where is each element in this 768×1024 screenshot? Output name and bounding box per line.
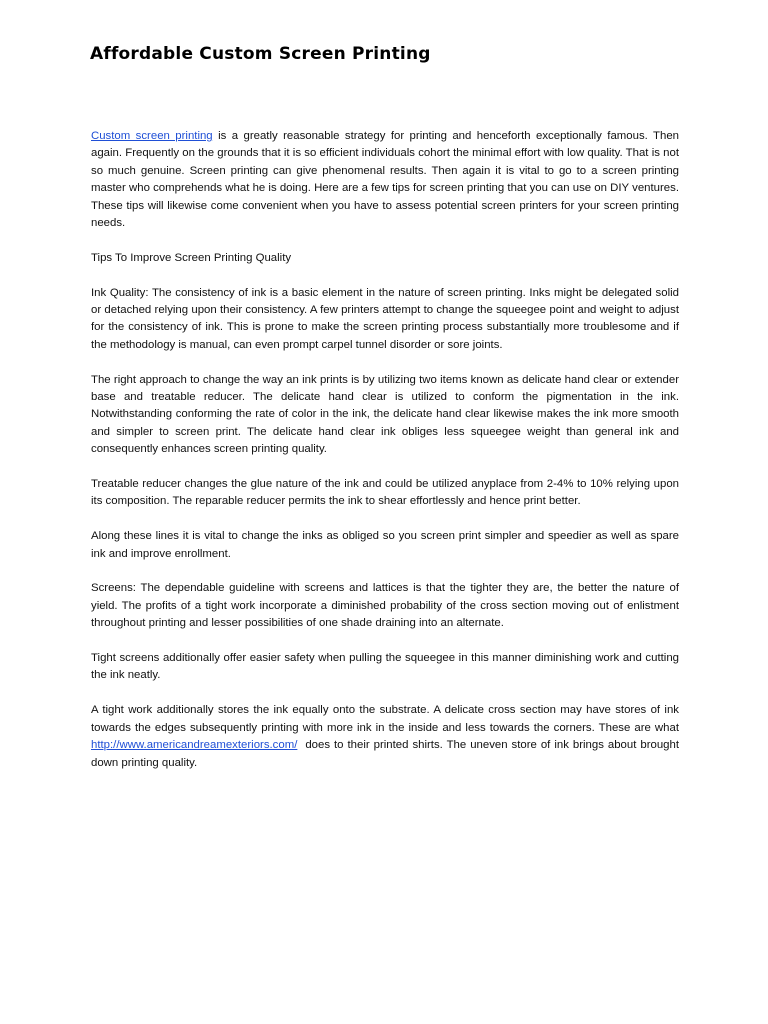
tight-work-text-after: does to their printed shirts. The uneven store of ink brings about brought down printing quality. <box>91 739 683 769</box>
tight-work-text-before: A tight work additionally stores the ink equally onto the substrate. A delicate cross section may have stores of ink towards the edges subsequently printing with more ink in the inside and less towards the corners. These are what <box>91 704 679 734</box>
intro-text: is a greatly reasonable strategy for printing and henceforth exceptionally famous. Then again. Frequently on the grounds that it is so efficient individuals cohort the minimal effort with low quality. That is not so much genuine. Screen printing can give phenomenal results. Then again it is vital to go to a screen printing master who comprehends what he is doing. Here are a few tips for screen printing that you can use on DIY ventures. These tips will likewise come convenient when you have to assess potential screen printers for your screen printing needs. <box>91 130 680 230</box>
right-approach-paragraph: The right approach to change the way an ink prints is by utilizing two items known as delicate hand clear or extender base and treatable reducer. The delicate hand clear is utilized to conform the pigmentation in the ink. Notwithstanding conforming the rate of color in the ink, the delicate hand clear likewise makes the ink more smooth and simpler to screen print. The delicate hand clear ink obliges less squeegee weight than general ink and consequently enhances screen printing quality. <box>91 373 679 456</box>
tight-screens-paragraph: Tight screens additionally offer easier safety when pulling the squeegee in this manner diminishing work and cutting the ink neatly. <box>91 652 679 682</box>
americandreamexteriors-link[interactable]: http://www.americandreamexteriors.com/ <box>91 739 298 752</box>
treatable-reducer-paragraph: Treatable reducer changes the glue nature of the ink and could be utilized anyplace from 2-4% to 10% relying upon its composition. The reparable reducer permits the ink to shear effortlessly and hence print better. <box>91 478 679 508</box>
tight-work-paragraph <box>91 702 683 772</box>
ink-quality-paragraph: Ink Quality: The consistency of ink is a basic element in the nature of screen printing. Inks might be delegated solid or detached relying upon their consistency. A few printers attempt to change the squeegee point and weight to adjust for the consistency of ink. This is prone to make the screen printing process substantially more troublesome and if the methodology is manual, can even prompt carpel tunnel disorder or sore joints. <box>91 286 679 351</box>
intro-paragraph <box>91 128 679 232</box>
along-these-lines-paragraph: Along these lines it is vital to change the inks as obliged so you screen print simpler and speedier as well as spare ink and improve enrollment. <box>91 530 679 560</box>
document-title: Affordable Custom Screen Printing <box>90 44 431 64</box>
document-body <box>91 128 683 772</box>
screens-paragraph: Screens: The dependable guideline with screens and lattices is that the tighter they are, the better the nature of yield. The profits of a tight work incorporate a diminished probability of the cross section moving out of enlistment throughout printing and lesser possibilities of one shade draining into an alternate. <box>91 582 679 630</box>
custom-screen-printing-link[interactable]: Custom screen printing <box>91 130 213 142</box>
tips-heading: Tips To Improve Screen Printing Quality <box>91 251 292 264</box>
